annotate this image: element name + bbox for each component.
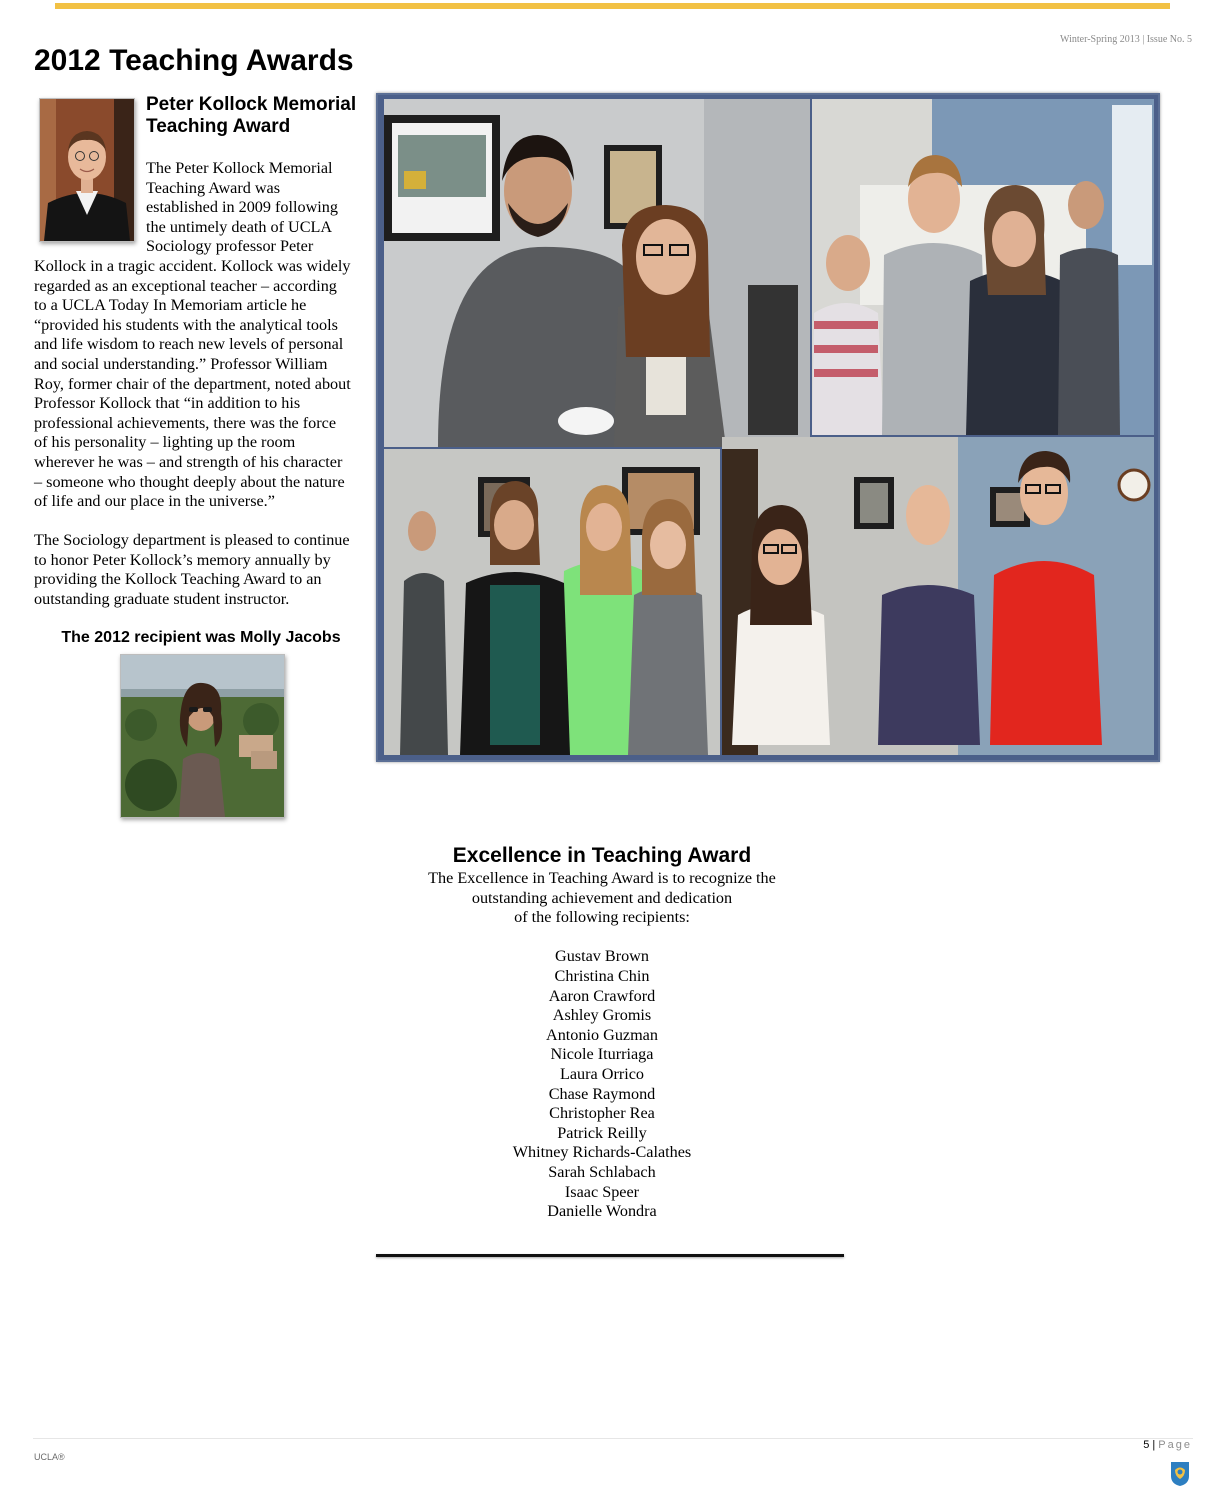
recipient-name: Whitney Richards-Calathes xyxy=(512,1143,692,1162)
peter-kollock-photo xyxy=(39,98,135,242)
collage-photo-top-right xyxy=(812,99,1154,435)
kollock-recipient-caption: The 2012 recipient was Molly Jacobs xyxy=(61,629,341,646)
top-accent-rule xyxy=(55,3,1170,9)
molly-jacobs-photo xyxy=(120,654,285,818)
footer-rule xyxy=(33,1438,1193,1439)
recipient-name: Antonio Guzman xyxy=(546,1025,658,1044)
text-line: “provided his students with the analytical tools xyxy=(34,315,338,334)
page-word: Page xyxy=(1158,1439,1192,1451)
text-line: wherever he was – and strength of his character xyxy=(34,452,343,471)
recipient-name: Patrick Reilly xyxy=(557,1123,647,1142)
recipient-name: Chase Raymond xyxy=(548,1084,656,1103)
text-line: established in 2009 following xyxy=(146,198,338,217)
kollock-heading-line-1: Peter Kollock Memorial xyxy=(146,94,357,115)
page-number-separator: | xyxy=(1149,1439,1159,1451)
recipient-name: Laura Orrico xyxy=(559,1064,645,1083)
text-line: – someone who thought deeply about the nature xyxy=(34,472,345,491)
text-line: Teaching Award was xyxy=(146,178,281,197)
text-line: the untimely death of UCLA xyxy=(146,217,333,236)
text-line: and social understanding.” Professor William xyxy=(34,354,328,373)
issue-label: Winter-Spring 2013 | Issue No. 5 xyxy=(1060,34,1192,45)
award-reception-photo-collage xyxy=(376,93,1160,762)
recipient-name: Sarah Schlabach xyxy=(548,1162,656,1181)
text-line: The Excellence in Teaching Award is to recognize the xyxy=(428,869,776,887)
excellence-award-heading: Excellence in Teaching Award xyxy=(452,844,752,867)
ucla-shield-logo-icon xyxy=(1170,1461,1190,1487)
collage-photo-top-left xyxy=(384,99,810,447)
text-line: professional achievements, there was the force xyxy=(34,413,337,432)
text-line: The Sociology department is pleased to continue xyxy=(34,531,350,549)
text-line: Professor Kollock that “in addition to his xyxy=(34,394,301,413)
text-line: of life and our place in the universe.” xyxy=(34,492,275,511)
recipient-name: Nicole Iturriaga xyxy=(550,1045,654,1064)
kollock-heading-line-2: Teaching Award xyxy=(146,116,291,137)
page-number-value: 5 xyxy=(1143,1439,1150,1451)
text-line: Roy, former chair of the department, noted about xyxy=(34,374,351,393)
recipient-name: Gustav Brown xyxy=(555,947,649,966)
page-title: 2012 Teaching Awards xyxy=(34,44,354,77)
text-line: of his personality – lighting up the room xyxy=(34,433,296,452)
recipient-name: Christina Chin xyxy=(554,966,650,985)
text-line: regarded as an exceptional teacher – according xyxy=(34,276,337,295)
text-line: providing the Kollock Teaching Award to an xyxy=(34,570,322,589)
ucla-footer-label: UCLA® xyxy=(34,1452,65,1462)
text-line: outstanding graduate student instructor. xyxy=(34,589,290,608)
kollock-paragraph-1-narrow xyxy=(146,159,371,257)
recipient-name: Danielle Wondra xyxy=(547,1202,657,1221)
excellence-recipient-list xyxy=(380,947,824,1221)
collage-photo-bottom-right xyxy=(722,437,1154,755)
page-number xyxy=(1100,1439,1192,1451)
recipient-name: Aaron Crawford xyxy=(548,986,656,1005)
text-line: Kollock in a tragic accident. Kollock was widely xyxy=(34,257,351,275)
text-line: of the following recipients: xyxy=(514,908,690,927)
text-line: to honor Peter Kollock’s memory annually by xyxy=(34,550,331,569)
kollock-award-heading xyxy=(146,94,381,138)
text-line: Sociology professor Peter xyxy=(146,237,314,256)
recipient-name: Christopher Rea xyxy=(549,1104,655,1123)
collage-photo-bottom-left xyxy=(384,449,720,755)
text-line: The Peter Kollock Memorial xyxy=(146,159,333,177)
text-line: to a UCLA Today In Memoriam article he xyxy=(34,296,307,315)
kollock-paragraph-1-wide xyxy=(34,257,379,512)
excellence-intro xyxy=(380,869,824,928)
kollock-paragraph-2 xyxy=(34,531,379,609)
recipient-name: Isaac Speer xyxy=(564,1182,640,1201)
section-divider xyxy=(376,1254,844,1257)
text-line: and life wisdom to reach new levels of personal xyxy=(34,335,344,354)
text-line: outstanding achievement and dedication xyxy=(471,888,733,907)
recipient-name: Ashley Gromis xyxy=(552,1006,652,1025)
excellence-award-text xyxy=(380,869,824,1222)
